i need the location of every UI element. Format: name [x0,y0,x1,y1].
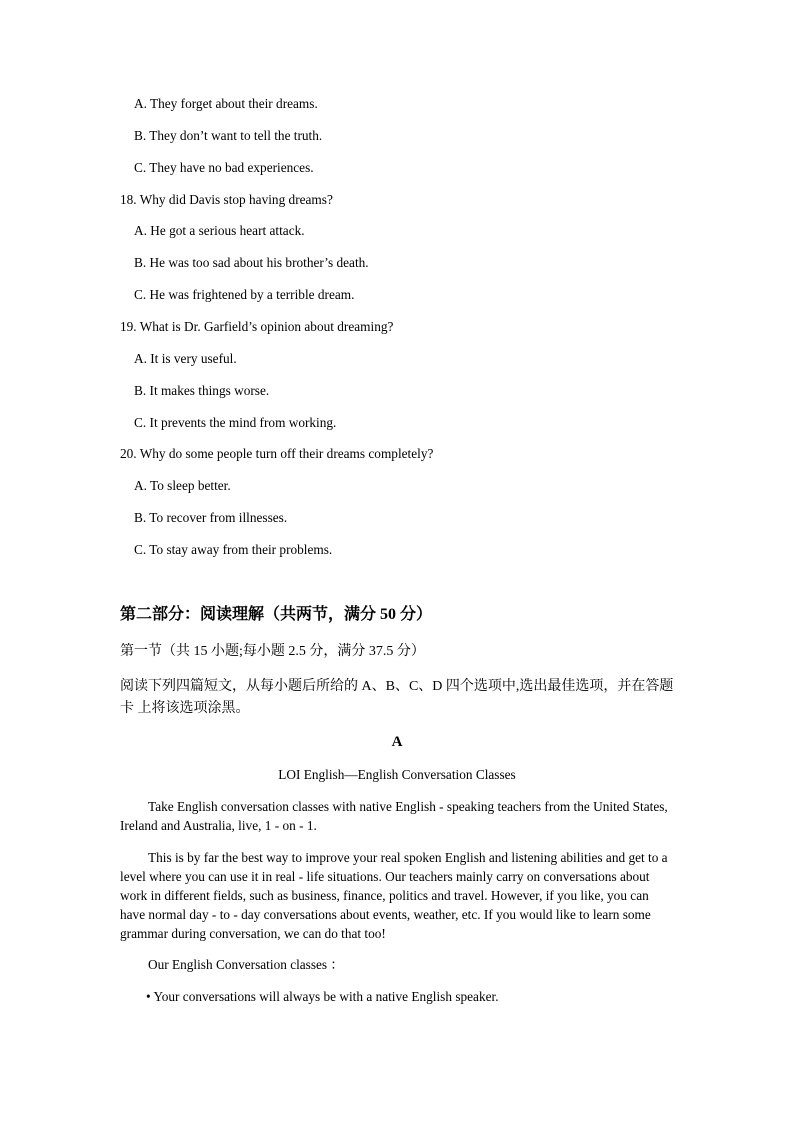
passage-paragraph-1: Take English conversation classes with native English - speaking teachers from the United States, Ireland and Australia, live, 1 - on - 1. [120,799,668,833]
part2-title: 第二部分：阅读理解（共两节，满分 50 分） [120,606,433,623]
instruction-line-2: 卡 上将该选项涂黑。 [120,701,250,716]
q18-option-a: A. He got a serious heart attack. [134,223,305,238]
q20-stem: 20. Why do some people turn off their dreams completely? [120,446,434,461]
q19-stem: 19. What is Dr. Garfield’s opinion about dreaming? [120,319,394,334]
q18-option-b: B. He was too sad about his brother’s death. [134,255,369,270]
q20-option-a: A. To sleep better. [134,478,231,493]
instruction-line-1: 阅读下列四篇短文，从每小题后所给的 A、B、C、D 四个选项中,选出最佳选项，并在答题 [120,679,674,694]
q17-option-c: C. They have no bad experiences. [134,160,314,175]
list-item: • Your conversations will always be with a native English speaker. [146,989,499,1004]
passage-title: LOI English—English Conversation Classes [278,767,516,782]
q18-stem: 18. Why did Davis stop having dreams? [120,192,333,207]
q20-option-b: B. To recover from illnesses. [134,510,288,525]
q19-option-a: A. It is very useful. [134,351,237,366]
q19-option-b: B. It makes things worse. [134,383,270,398]
q17-option-b: B. They don’t want to tell the truth. [134,128,323,143]
q17-option-a: A. They forget about their dreams. [134,96,318,111]
q19-option-c: C. It prevents the mind from working. [134,415,337,430]
q20-option-c: C. To stay away from their problems. [134,542,333,557]
list-heading: Our English Conversation classes ： [148,957,344,972]
q18-option-c: C. He was frightened by a terrible dream. [134,287,355,302]
passage-letter: A [391,734,403,750]
passage-paragraph-2: This is by far the best way to improve your real spoken English and listening abilities and get to a level where you can use it in real - life situations. Our teachers mainly carry on conversations about work in different fields, such as business, finance, politics and travel. However, if you like, you can have normal day - to - day conversations about events, weather, etc. If you would like to learn some grammar during conversation, we can do that too! [120,850,668,941]
section1-heading: 第一节（共 15 小题;每小题 2.5 分，满分 37.5 分） [120,644,425,659]
